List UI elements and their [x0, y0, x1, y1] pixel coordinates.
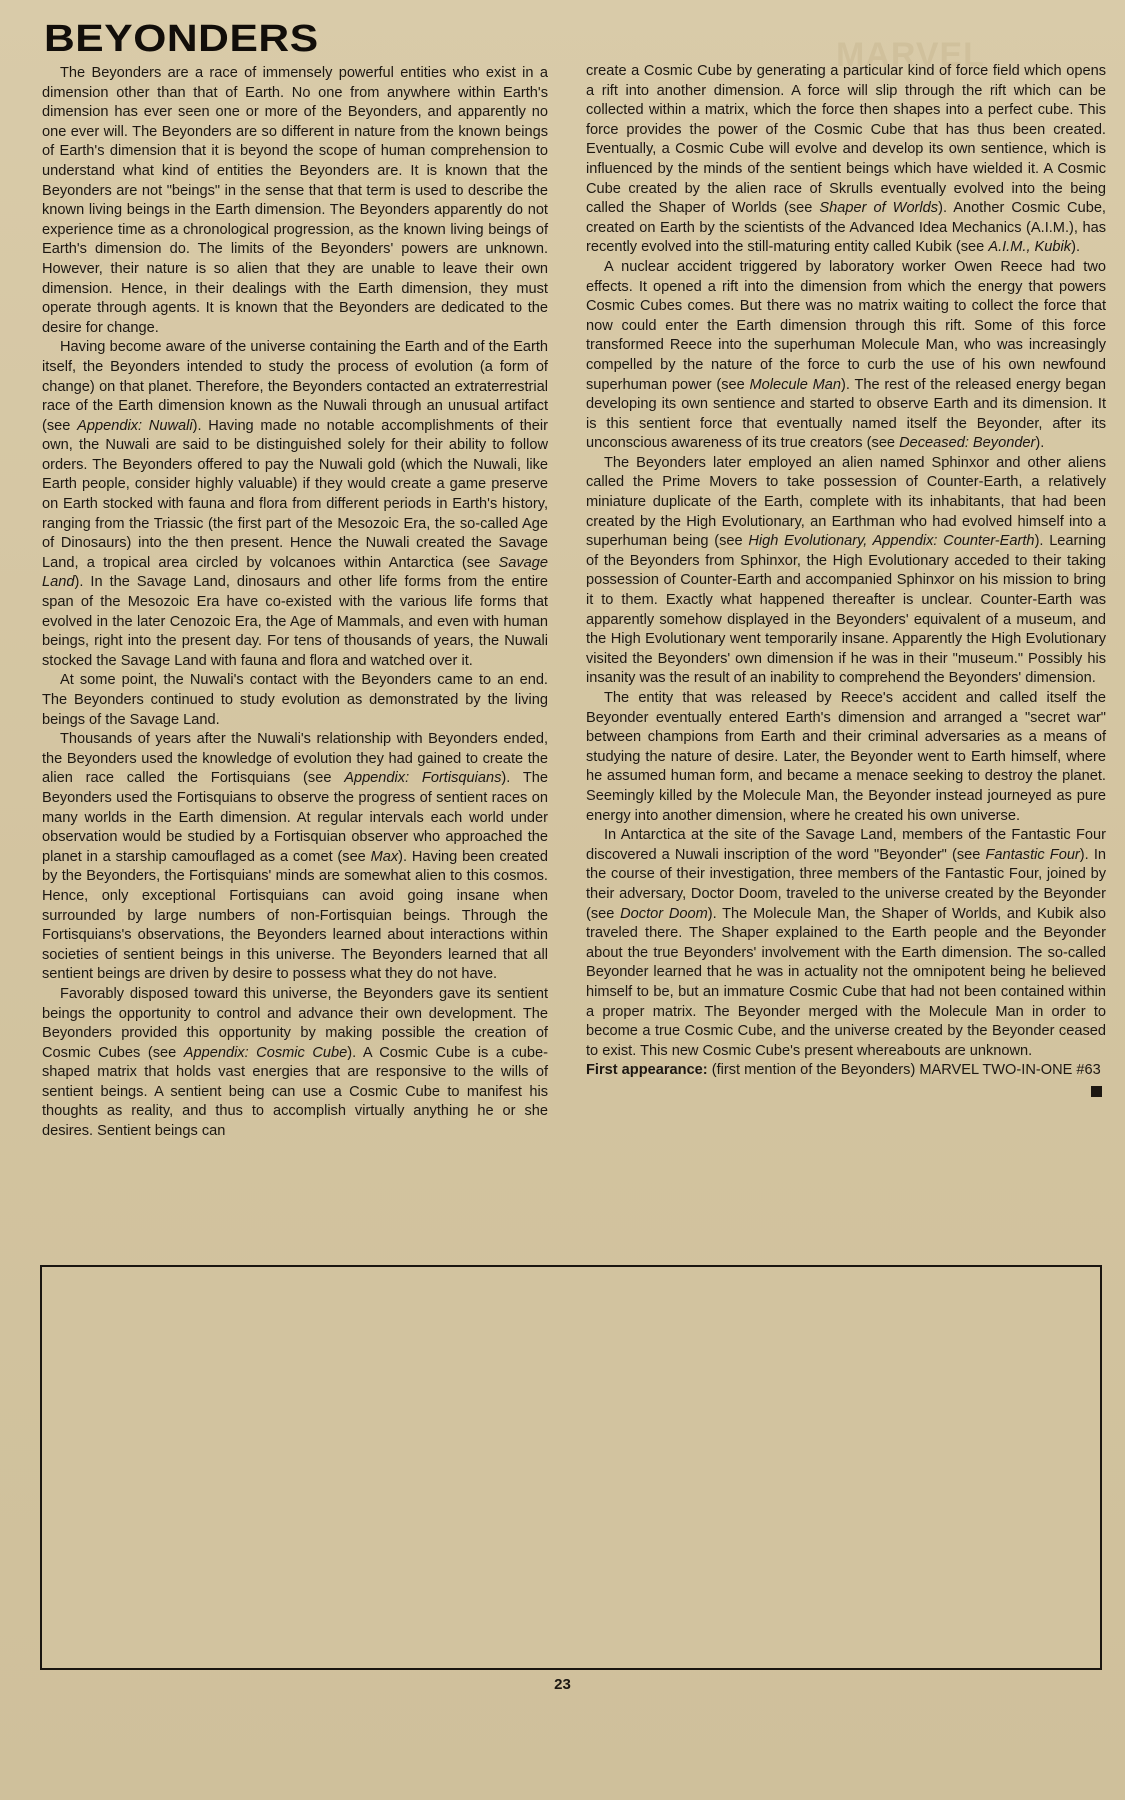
first-appearance	[586, 1061, 1106, 1081]
paragraph-text: ). In the course of their investigation, three members of the Fantastic Four, joined by their adversary, Doctor Doom, traveled to the universe created by the Beyonder (see	[586, 846, 1106, 922]
cross-reference: Deceased: Beyonder	[899, 435, 1036, 452]
paragraph-text: The Beyonders later employed an alien named Sphinxor and other aliens called the Prime Movers to take possession of Counter-Earth, a relatively miniature duplicate of the Earth, complete with its inhabitants, that had been created by the High Evolutionary, an Earthman who had evolved himself into a superhuman being (see	[586, 454, 1106, 550]
paragraph	[42, 64, 548, 338]
paragraph	[42, 985, 548, 1142]
end-square-icon	[1091, 1086, 1102, 1097]
cross-reference: A.I.M., Kubik	[988, 239, 1072, 256]
paragraph-text: ). A Cosmic Cube is a cube-shaped matrix that holds vast energies that are responsive to the wills of sentient beings. A sentient being can use a Cosmic Cube to manifest his thoughts as reality, and thus to accomplish virtually anything he or she desires. Sentient beings can	[42, 1044, 548, 1140]
paragraph-text: Having become aware of the universe containing the Earth and of the Earth itself, the Beyonders intended to study the process of evolution (a form of change) on that planet. Therefore, the Beyonders contacted an extraterrestrial race of the Earth dimension known as the Nuwali through an unusual artifact (see	[42, 339, 548, 434]
cross-reference: Molecule Man	[749, 376, 842, 393]
first-appearance-label: First appearance:	[586, 1062, 708, 1079]
paragraph	[586, 62, 1106, 258]
cross-reference: Savage Land	[42, 554, 548, 591]
paragraph	[586, 689, 1106, 826]
paragraph	[586, 826, 1106, 1061]
cross-reference: Shaper of Worlds	[819, 200, 939, 217]
paragraph-text: ). The Molecule Man, the Shaper of Worlds, and Kubik also traveled there. The Shaper explained to the Earth people and the Beyonder about the true Beyonders' involvement with the Earth dimension. The so-called Beyonder learned that he was in actuality not the omnipotent being he believed himself to be, but an immature Cosmic Cube that had not been contained within a proper matrix. The Beyonder merged with the Molecule Man in order to become a true Cosmic Cube, and the universe created by the Beyonder ceased to exist. This new Cosmic Cube's present whereabouts are unknown.	[586, 905, 1106, 1059]
first-appearance-text: (first mention of the Beyonders) MARVEL TWO-IN-ONE #63	[707, 1062, 1101, 1079]
page-number: 23	[554, 1676, 571, 1693]
cross-reference: Appendix: Nuwali	[77, 417, 193, 434]
paragraph-text: ). Having made no notable accomplishments of their own, the Nuwali are said to be distinguished solely for their ability to follow orders. The Beyonders offered to pay the Nuwali gold (which the Nuwali, like Earth people, consider highly valuable) if they would create a game preserve on Earth stocked with fauna and flora from different periods in Earth's history, ranging from the Triassic (the first part of the Mesozoic Era, the so-called Age of Dinosaurs) into the then present. Hence the Nuwali created the Savage Land, a tropical area circled by volcanoes within Antarctica (see	[42, 417, 549, 571]
paragraph	[42, 338, 548, 671]
cross-reference: Appendix: Fortisquians	[344, 770, 502, 787]
cross-reference: High Evolutionary, Appendix: Counter-Earth	[748, 533, 1035, 550]
paragraph-text: At some point, the Nuwali's contact with the Beyonders came to an end. The Beyonders continued to study evolution as demonstrated by the living beings of the Savage Land.	[42, 672, 548, 728]
paragraph-text: create a Cosmic Cube by generating a particular kind of force field which opens a rift into another dimension. A force will slip through the rift which can be collected within a matrix, which the force then shapes into a perfect cube. This force provides the power of the Cosmic Cube that has thus been created. Eventually, a Cosmic Cube will evolve and develop its own sentience, which is influenced by the minds of the sentient beings which have wielded it. A Cosmic Cube created by the alien race of Skrulls eventually evolved into the being called the Shaper of Worlds (see	[586, 63, 1106, 217]
paragraph-text: The entity that was released by Reece's accident and called itself the Beyonder eventually entered Earth's dimension and arranged a "secret war" between champions from Earth and their criminal adversaries as a means of studying the nature of desire. Later, the Beyonder went to Earth himself, where he assumed human form, and became a menace seeking to destroy the planet. Seemingly killed by the Molecule Man, the Beyonder instead journeyed as pure energy into another dimension, where he created his own universe.	[586, 690, 1106, 824]
paragraph-text: ). Learning of the Beyonders from Sphinxor, the High Evolutionary acceded to their taking possession of Counter-Earth and accompanied Sphinxor on his mission to bring it to them. Exactly what happened thereafter is unclear. Counter-Earth was apparently somehow displayed in the Beyonders' equivalent of a museum, and the High Evolutionary went temporarily insane. Apparently the High Evolutionary visited the Beyonders' own dimension if he was in their "museum." Possibly his insanity was the result of an inability to comprehend the Beyonders' dimension.	[586, 533, 1106, 687]
paragraph	[586, 258, 1106, 454]
paragraph-text: The Beyonders are a race of immensely powerful entities who exist in a dimension other than that of Earth. No one from anywhere within Earth's dimension has ever seen one or more of the Beyonders, and apparently no one ever will. The Beyonders are so different in nature from the known beings of Earth's dimension that it is beyond the scope of human comprehension to understand what kind of entities the Beyonders are. It is known that the Beyonders are not "beings" in the sense that that term is used to describe the known living beings in the Earth dimension. The Beyonders apparently do not experience time as a chronological progression, as the known living beings of Earth's dimension do. The limits of the Beyonders' powers are unknown. However, their nature is so alien that they are unable to leave their own dimension. Hence, in their dealings with the Earth dimension, they must operate through agents. It is known that the Beyonders are dedicated to the desire for change.	[42, 65, 548, 336]
page-title: BEYONDERS	[44, 18, 319, 60]
paragraph-text: ). Another Cosmic Cube, created on Earth by the scientists of the Advanced Idea Mechanics (A.I.M.), has recently evolved into the still-maturing entity called Kubik (see	[586, 200, 1106, 256]
paragraph-text: ). Having been created by the Beyonders, the Fortisquians' minds are somewhat alien to this cosmos. Hence, only exceptional Fortisquians can avoid going insane when surrounded by large numbers of non-Fortisquian beings. Through the Fortisquians's observations, the Beyonders learned about interactions within societies of sentient beings in this universe. The Beyonders learned that all sentient beings are driven by desire to possess what they do not have.	[42, 848, 548, 983]
paragraph-text: In Antarctica at the site of the Savage Land, members of the Fantastic Four discovered a Nuwali inscription of the word "Beyonder" (see	[586, 827, 1106, 863]
paragraph-text: ). The rest of the released energy began developing its own sentience and started to observe Earth and its dimension. It is this sentient force that eventually named itself the Beyonder, after its unconscious awareness of its true creators (see	[586, 376, 1107, 452]
right-column	[586, 62, 1106, 1097]
paragraph	[42, 671, 548, 730]
paragraph-text: ).	[1071, 239, 1080, 256]
paragraph-text: ).	[1035, 435, 1045, 452]
paragraph-text: Favorably disposed toward this universe, the Beyonders gave its sentient beings the opportunity to control and advance their own development. The Beyonders provided this opportunity by making possible the creation of Cosmic Cubes (see	[42, 985, 548, 1061]
paragraph	[586, 454, 1106, 689]
paragraph-text: Thousands of years after the Nuwali's relationship with Beyonders ended, the Beyonders used the knowledge of evolution they had gained to create the alien race called the Fortisquians (see	[42, 731, 548, 787]
cross-reference: Doctor Doom	[620, 905, 708, 922]
cross-reference: Appendix: Cosmic Cube	[183, 1044, 348, 1061]
watermark: MARVEL	[836, 36, 985, 74]
paragraph-text: ). The Beyonders used the Fortisquians to observe the progress of sentient races on many worlds in the Earth dimension. At regular intervals each world under observation would be studied by a Fortisquian observer who approached the planet in a starship camouflaged as a comet (see	[42, 770, 548, 865]
paragraph-text: A nuclear accident triggered by laboratory worker Owen Reece had two effects. It opened a rift into the dimension from which the energy that powers Cosmic Cubes comes. But there was no matrix waiting to collect the force that now could enter the Earth dimension through this rift. Some of this force transformed Reece into the superhuman Molecule Man, who was increasingly compelled by the nature of the force to curb the use of his own newfound superhuman power (see	[586, 258, 1106, 393]
left-column	[42, 64, 548, 1142]
paragraph	[42, 730, 548, 985]
empty-illustration-frame	[40, 1265, 1102, 1670]
cross-reference: Fantastic Four	[985, 846, 1080, 863]
cross-reference: Max	[370, 848, 399, 865]
paragraph-text: ). In the Savage Land, dinosaurs and other life forms from the entire span of the Mesozoic Era have co-existed with the various life forms that evolved in the later Cenozoic Era, the Age of Mammals, and even with human beings, right into the present day. For tens of thousands of years, the Nuwali stocked the Savage Land with fauna and flora and watched over it.	[42, 574, 548, 669]
